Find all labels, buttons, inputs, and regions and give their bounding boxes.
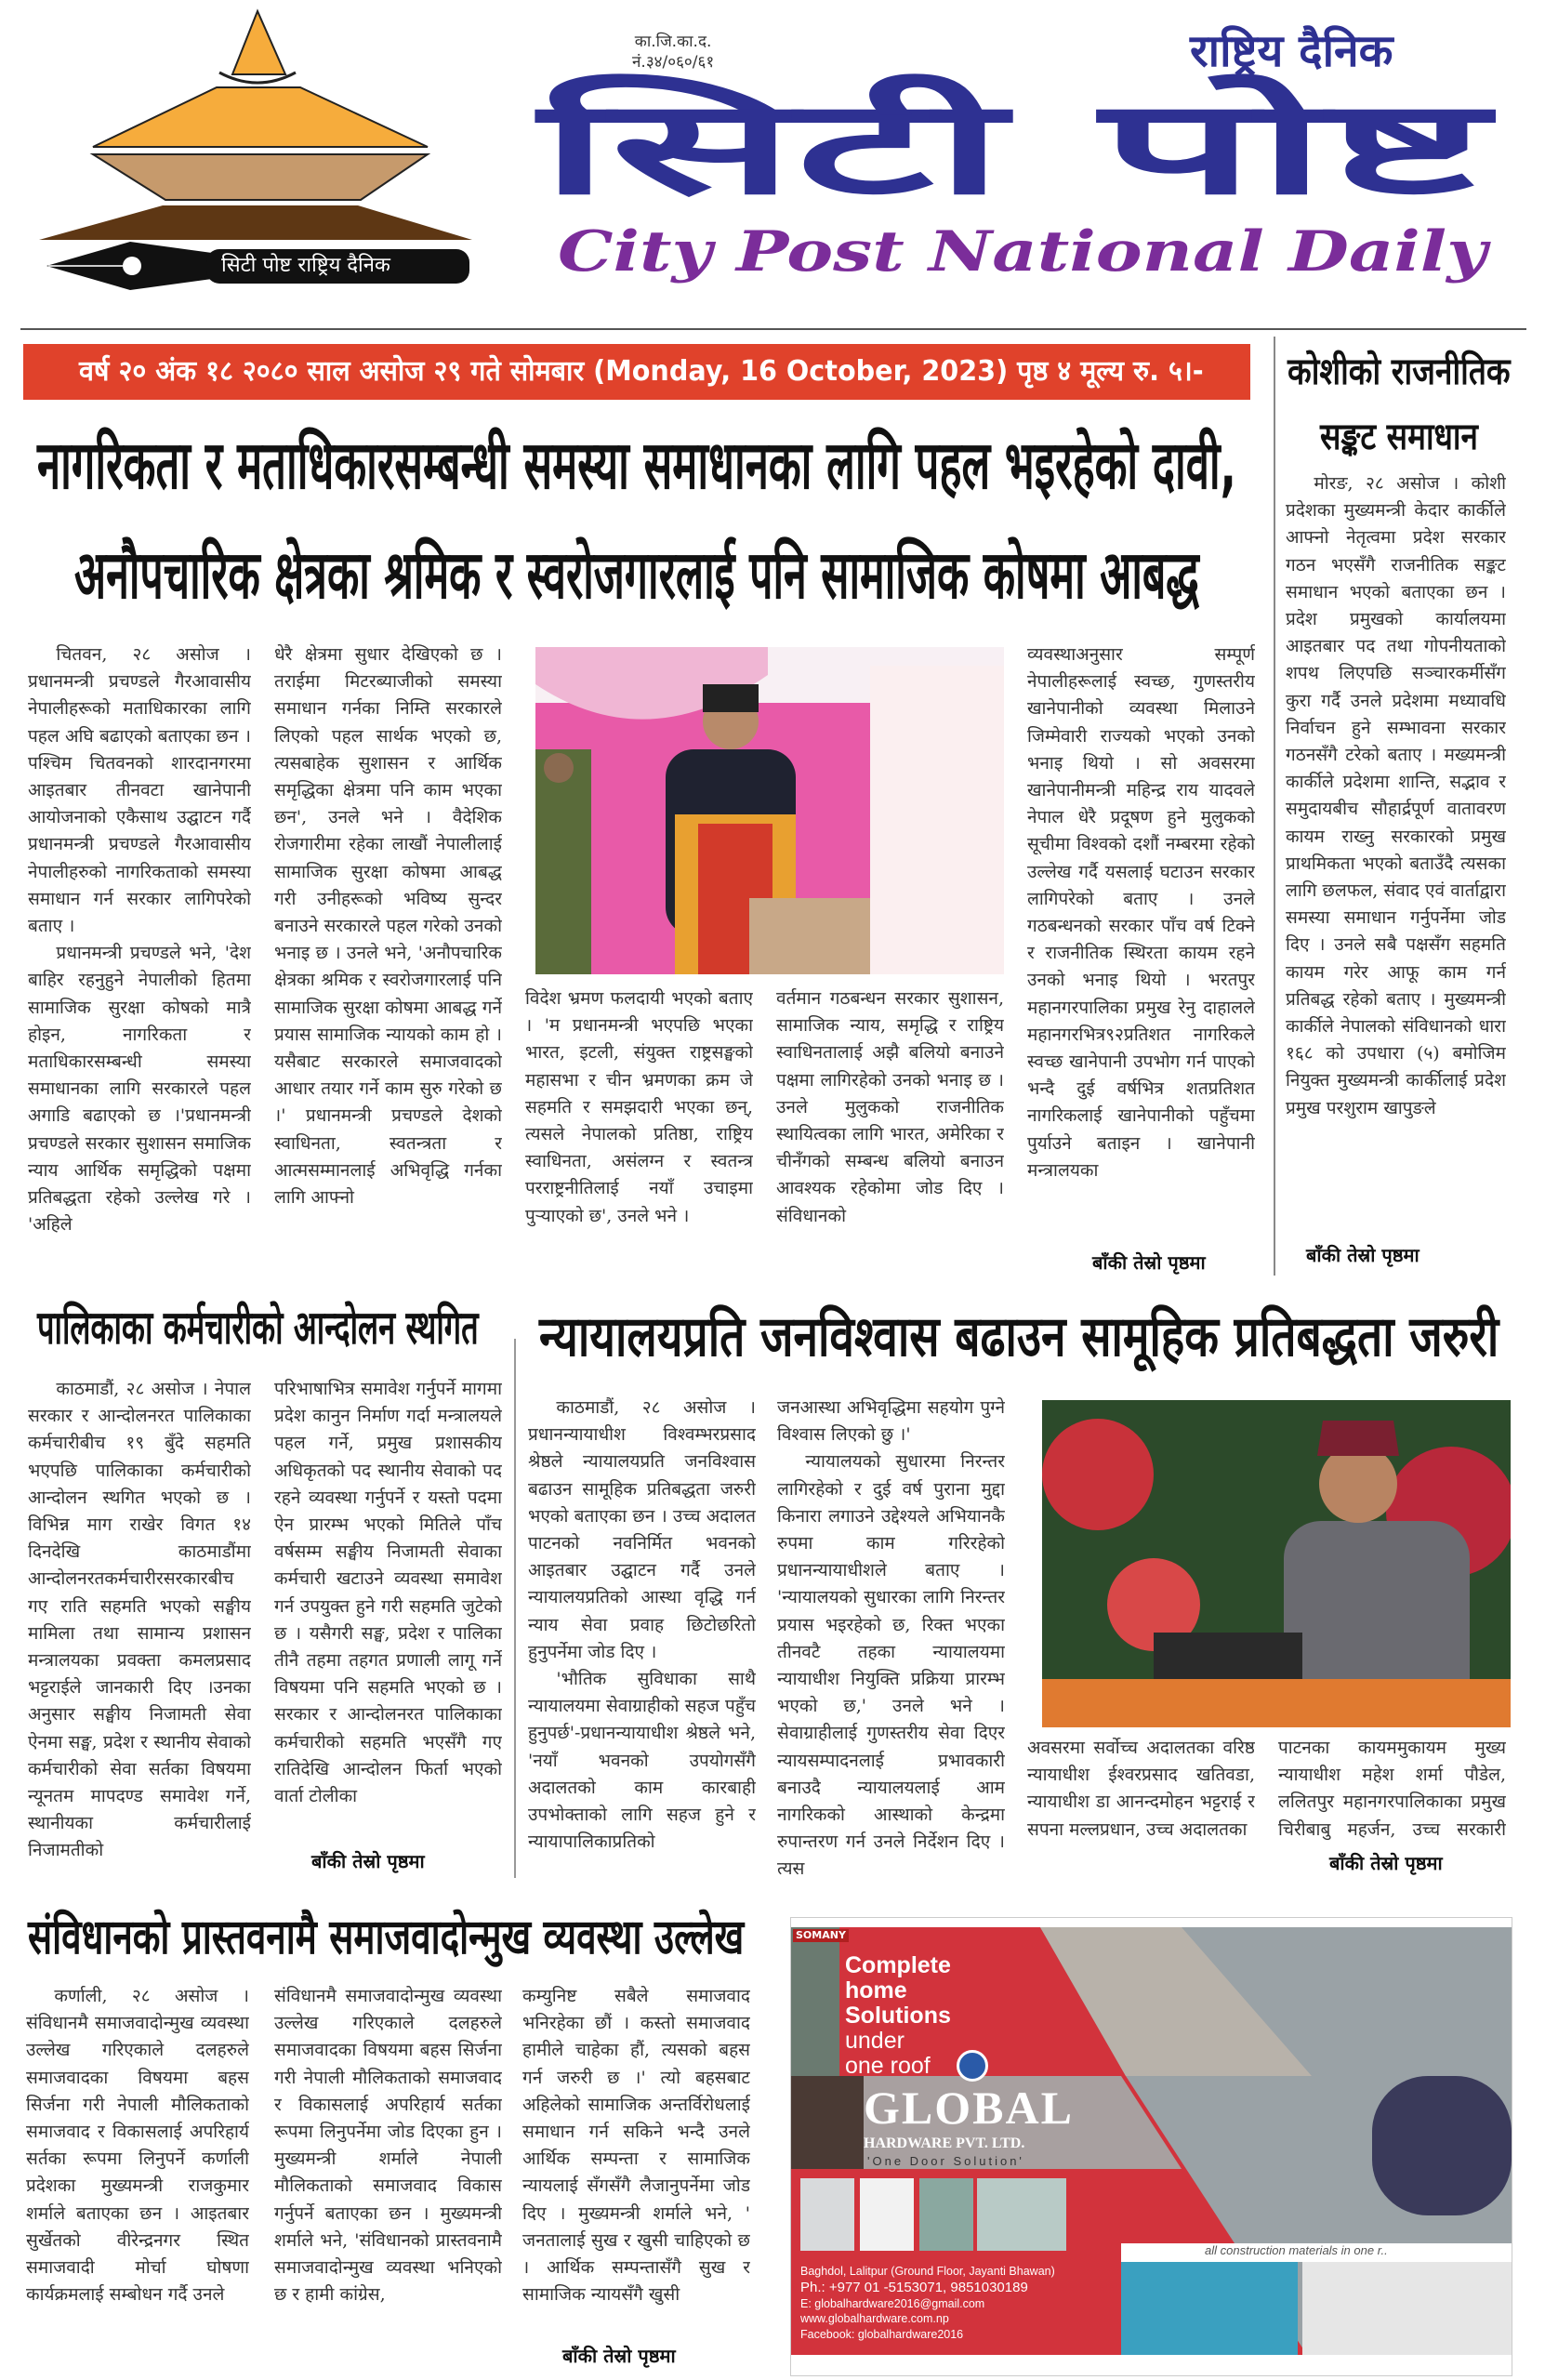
- sidebar-headline-line1-box: [1288, 346, 1511, 402]
- tagline: राष्ट्रिय दैनिक: [1190, 25, 1393, 77]
- palika-continued-link[interactable]: बाँकी तेस्रो पृष्ठमा: [311, 1850, 425, 1872]
- paragraph: कम्युनिष्ट सबैले समाजवाद भनिरहेका छौं । कस्तो समाजवाद हामीले चाहेका हौं, त्यसको बहस गर्न जरुरी छ ।' त्यो बहसबाट अहिलेको सामाजिक अन्तर्विरोधलाई समाधान गर्न सकिने भन्दै उनले आर्थिक सम्पन्ता र सामाजिक न्यायलाई सँगसँगै लैजानुपर्नेमा जोड दिए । मुख्यमन्त्री शर्माले भने, ' जनतालाई सुख र खुसी चाहिएको छ । आर्थिक सम्पन्तासँगै सुख र सामाजिक न्यायसँगै खुसी: [522, 1986, 750, 2306]
- paragraph: काठमाडौं, २८ असोज । नेपाल सरकार र आन्दोलनरत पालिकाका कर्मचारीबीच १९ बुँदे सहमति भएपछि पालिकाका कर्मचारीको आन्दोलन स्थगित भएको छ । विभिन्न माग राखेर विगत १४ दिनदेखि काठमाडौंमा आन्दोलनरतकर्मचारीरसरकारबीच गए राति सहमति भएको सङ्घीय मामिला तथा सामान्य प्रशासन मन्त्रालयका प्रवक्ता कमलप्रसाद भट्टराईले जानकारी दिए ।उनका अनुसार सङ्घीय निजामती सेवा ऐनमा सङ्घ, प्रदेश र स्थानीय सेवाको कर्मचारीको सेवा सर्तका विषयमा न्यूनतम मापदण्ड समावेश गर्ने, स्थानीयका कर्मचारीलाई निजामतीको: [28, 1379, 251, 1861]
- paragraph: कर्णाली, २८ असोज । संविधानमै समाजवादोन्मुख व्यवस्था उल्लेख गरिएकाले दलहरुले समाजवादका विषयमा बहस सिर्जना गरी नेपाली मौलिकताको समाजवाद र विकासलाई अपरिहार्य सर्तका रूपमा लिनुपर्ने कर्णाली प्रदेशका मुख्यमन्त्री राजकुमार शर्माले बताएका छन । आइतबार सुर्खेतको वीरेन्द्रनगर स्थित समाजवादी मोर्चा घोषणा कार्यक्रमलाई सम्बोधन गर्दै उनले: [26, 1986, 249, 2306]
- justice-column-2: [777, 1395, 1005, 1897]
- ad-slogan-line: one roof: [845, 2053, 931, 2079]
- paragraph: 'भौतिक सुविधाका साथै न्यायालयमा सेवाग्राहीको सहज पहुँच हुनुपर्छ'-प्रधानन्यायाधीश श्रेष्ठले भने, 'नयाँ भवनको उपयोगसँगै अदालतको काम कारबाही उपभोक्ताको लागि सहज हुने र न्यायापालिकाप्रतिको: [528, 1669, 756, 1853]
- masthead-english-box: [558, 221, 1487, 283]
- ad-slogan-line: Solutions: [845, 2003, 951, 2029]
- justice-headline-box: [539, 1302, 1499, 1376]
- palika-headline-box: [37, 1298, 479, 1359]
- masthead-title: सिटी पोष्ट: [539, 73, 1488, 224]
- masthead-title-box: [539, 73, 1488, 224]
- palika-column-2: [274, 1376, 502, 1838]
- lead-article-column-2: [274, 641, 502, 1266]
- masthead-english-title: City Post National Daily: [558, 219, 1487, 284]
- constitution-column-2: [274, 1983, 502, 2363]
- constitution-column-1: [26, 1983, 249, 2363]
- ad-brand-tag: SOMANY: [793, 1929, 849, 1942]
- ad-email: E: globalhardware2016@gmail.com: [800, 2296, 985, 2310]
- ad-slogan-line: under: [845, 2028, 905, 2054]
- logo-text: सिटी पोष्ट राष्ट्रिय दैनिक: [221, 254, 390, 277]
- global-hardware-ad[interactable]: [790, 1917, 1512, 2376]
- palika-headline: पालिकाका कर्मचारीको आन्दोलन स्थगित: [37, 1301, 479, 1355]
- lead-headline-line1: नागरिकता र मताधिकारसम्बन्धी समस्या समाधानका लागि पहल भइरहेको दावी,: [37, 426, 1236, 504]
- ad-tagline: all construction materials in one r..: [1205, 2243, 1388, 2257]
- ad-company-sub: HARDWARE PVT. LTD.: [864, 2135, 1025, 2151]
- sidebar-headline-line1: कोशीको राजनीतिक: [1288, 350, 1511, 393]
- ad-address: Baghdol, Lalitpur (Ground Floor, Jayanti Bhawan): [800, 2265, 1055, 2278]
- dateline-text: वर्ष २० अंक १८ २०८० साल असोज २९ गते सोमबार (Monday, 16 October, 2023) पृष्ठ ४ मूल्य रु. ५।-: [79, 355, 1204, 388]
- reg-line-2: नं.३४/०६०/६१: [632, 53, 715, 72]
- ad-company-name: GLOBAL: [864, 2082, 1074, 2134]
- justice-column-4: [1278, 1735, 1506, 1844]
- column-divider: [514, 1339, 516, 1878]
- paragraph: अवसरमा सर्वोच्च अदालतका वरिष्ठ न्यायाधीश ईश्वरप्रसाद खतिवडा, न्यायाधीश डा आनन्दमोहन भट्टराई र सपना मल्लप्रधान, उच्च अदालतका: [1027, 1738, 1255, 1840]
- ad-motto: 'One Door Solution': [867, 2154, 1024, 2168]
- lead-headline-line2: अनौपचारिक क्षेत्रका श्रमिक र स्वरोजगारलाई पनि सामाजिक कोषमा आबद्ध: [74, 536, 1199, 614]
- paragraph: व्यवस्थाअनुसार सम्पूर्ण नेपालीहरूलाई स्वच्छ, गुणस्तरीय खानेपानीको व्यवस्था मिलाउने जिम्मेवारी राज्यको भएको उनको भनाइ थियो । सो अवसरमा खानेपानीमन्त्री महिन्द्र राय यादवले नेपाल धेरै प्रदूषण हुने मुलुकको सूचीमा विश्वको दशौं नम्बरमा रहेको उल्लेख गर्दै यसलाई घटाउन सरकार लागिपरेको बताए । उनले गठबन्धनको सरकार पाँच वर्ष टिक्ने र राजनीतिक स्थिरता कायम रहने उनको भनाइ थियो । भरतपुर महानगरपालिका प्रमुख रेनु दाहालले महानगरभित्र९२प्रतिशत नागरिकले स्वच्छ खानेपानी उपभोग गर्न पाएको भन्दै दुई वर्षभित्र शतप्रतिशत नागरिकलाई खानेपानीको पहुँचमा पुर्याउने बताइन । खानेपानी मन्त्रालयका: [1027, 644, 1255, 1181]
- ad-website: www.globalhardware.com.np: [800, 2312, 949, 2325]
- paragraph: न्यायालयको सुधारमा निरन्तर लागिरहेको र दुई वर्ष पुराना मुद्दा किनारा लगाउने उद्देश्यले अभियानकै रुपमा काम गरिरहेको प्रधानन्यायाधीशले बताए । 'न्यायालयको सुधारका लागि निरन्तर प्रयास भइरहेको छ, रिक्त भएका तीनवटै तहका न्यायालयमा न्यायाधीश नियुक्ति प्रक्रिया प्रारम्भ भएको छ,' उनले भने । सेवाग्राहीलाई गुणस्तरीय सेवा दिएर न्यायसम्पादनलाई प्रभावकारी बनाउदै न्यायालयलाई आम नागरिकको आस्थाको केन्द्रमा रुपान्तरण गर्न उनले निर्देशन दिए । त्यस: [777, 1451, 1005, 1880]
- paragraph: काठमाडौं, २८ असोज । प्रधानन्यायाधीश विश्वम्भरप्रसाद श्रेष्ठले न्यायालयप्रति जनविश्वास बढाउन सामूहिक प्रतिबद्धता जरुरी भएको बताएका छन । उच्च अदालत पाटनको नवनिर्मित भवनको आइतबार उद्घाटन गर्दै उनले न्यायालयप्रतिको आस्था वृद्धि गर्न न्याय सेवा प्रवाह छिटोछरितो हुनुपर्नेमा जोड दिए ।: [528, 1397, 756, 1662]
- sidebar-continued-link[interactable]: बाँकी तेस्रो पृष्ठमा: [1306, 1244, 1420, 1266]
- lead-headline-line2-box: [74, 528, 1199, 630]
- masthead-rule: [20, 328, 1526, 330]
- constitution-headline: संविधानको प्रास्तवनामै समाजवादोन्मुख व्यवस्था उल्लेख: [28, 1910, 745, 1965]
- paragraph: विदेश भ्रमण फलदायी भएको बताए । 'म प्रधानमन्त्री भएपछि भएका भारत, इटली, संयुक्त राष्ट्रसङ्घको महासभा र चीन भ्रमणका क्रम जे सहमति र समझदारी भएका छन्, त्यसले नेपालको प्रतिष्ठा, राष्ट्रिय स्वाधिनता, असंलग्न र स्वतन्त्र परराष्ट्रनीतिलाई नयाँ उचाइमा पुऱ्याएको छ', उनले भने ।: [525, 988, 753, 1226]
- sidebar-headline-line2-box: [1320, 411, 1478, 463]
- justice-continued-link[interactable]: बाँकी तेस्रो पृष्ठमा: [1329, 1852, 1443, 1874]
- justice-column-3: [1027, 1735, 1255, 1871]
- pm-photo: [535, 647, 1004, 974]
- paragraph: धेरै क्षेत्रमा सुधार देखिएको छ । तराईमा मिटरब्याजीको समस्या समाधान गर्नका निम्ति सरकारले लिएको पहल सार्थक भएको छ, त्यसबाहेक सुशासन र आर्थिक समृद्धिका क्षेत्रमा पनि काम भएका छन', उनले भने । वैदेशिक रोजगारीमा रहेका लाखौं नेपालीलाई सामाजिक सुरक्षा कोषमा आबद्ध गरी उनीहरूको भविष्य सुन्दर बनाउने सरकारले पहल गरेको उनको भनाइ छ । उनले भने, 'अनौपचारिक क्षेत्रका श्रमिक र स्वरोजगारलाई पनि सामाजिक सुरक्षा कोषमा आबद्ध गर्ने प्रयास सामाजिक न्यायको काम हो । यसैबाट सरकारले समाजवादको आधार तयार गर्ने काम सुरु गरेको छ ।' प्रधानमन्त्री प्रचण्डले देशको स्वाधिनता, स्वतन्त्रता र आत्मसम्मानलाई अभिवृद्धि गर्नका लागि आफ्नो: [274, 644, 502, 1209]
- paragraph: परिभाषाभित्र समावेश गर्नुपर्ने मागमा प्रदेश कानुन निर्माण गर्दा मन्त्रालयले पहल गर्ने, प्रमुख प्रशासकीय अधिकृतको पद स्थानीय सेवाको पद रहने व्यवस्था गर्नुपर्ने र यस्तो पदमा ऐन प्रारम्भ भएको मितिले पाँच वर्षसम्म सङ्घीय निजामती सेवाका कर्मचारी खटाउने व्यवस्था समावेश गर्न उपयुक्त हुने गरी सहमति जुटेको छ । यसैगरी सङ्घ, प्रदेश र पालिका तीनै तहमा तहगत प्रणाली लागू गर्ने विषयमा पनि सहमति भएको छ । सरकार र आन्दोलनरत पालिकाका कर्मचारीको सहमति भएसँगै गए रातिदेखि आन्दोलन फिर्ता भएको वार्ता टोलीका: [274, 1379, 502, 1807]
- column-divider: [1274, 337, 1275, 1276]
- dateline-bar: [23, 344, 1250, 400]
- ad-slogan: [845, 1953, 951, 2079]
- constitution-column-3: [522, 1983, 750, 2336]
- justice-headline: न्यायालयप्रति जनविश्वास बढाउन सामूहिक प्रतिबद्धता जरुरी: [539, 1304, 1499, 1369]
- lead-article-column-5: [1027, 641, 1255, 1238]
- paragraph: मोरङ, २८ असोज । कोशी प्रदेशका मुख्यमन्त्री केदार कार्कीले आफ्नो नेतृत्वमा प्रदेश सरकार गठन भएसँगै राजनीतिक सङ्कट समाधान भएको बताएका छन । प्रदेश प्रमुखको कार्यालयमा आइतबार पद तथा गोपनीयताको शपथ लिएपछि सञ्चारकर्मीसँग कुरा गर्दै उनले प्रदेशमा मध्यावधि निर्वाचन हुने सम्भावना सरकार गठनसँगै टरेको बताए । मख्यमन्त्री कार्कीले प्रदेशमा शान्ति, सद्भाव र समुदायबीच सौहार्द्रपूर्ण वातावरण कायम राख्नु सरकारको प्रमुख प्राथमिकता भएको बताउँदै त्यसका लागि छलफल, संवाद एवं वार्ताद्वारा समस्या समाधान गर्नुपर्नेमा जोड दिए । उनले सबै पक्षसँग सहमति कायम गरेर आफू काम गर्न प्रतिबद्ध रहेको बताए । मुख्यमन्त्री कार्कीले नेपालको संविधानको धारा १६८ को उपधारा (५) बमोजिम नियुक्त मुख्यमन्त्री कार्कीलाई प्रदेश प्रमुख परशुराम खापुङले: [1286, 473, 1506, 1118]
- lead-article-column-1: [28, 641, 251, 1266]
- paragraph: चितवन, २८ असोज । प्रधानमन्त्री प्रचण्डले गैरआवासीय नेपालीहरूको मताधिकारका लागि पहल अघि बढाएको बताएका छन । पश्चिम चितवनको शारदानगरमा आइतबार तीनवटा खानेपानी आयोजनाको एकैसाथ उद्घाटन गर्दै प्रधानमन्त्री प्रचण्डले गैरआवासीय नेपालीहरुको नागरिकताको समस्या समाधान गर्न सरकार लागिपरेको बताए ।: [28, 644, 251, 937]
- paragraph: जनआस्था अभिवृद्धिमा सहयोग पुग्ने विश्वास लिएको छु ।': [777, 1397, 1005, 1446]
- paragraph: पाटनका कायममुकायम मुख्य न्यायाधीश महेश शर्मा पौडेल, ललितपुर महानगरपालिकाका प्रमुख चिरीबाबु महर्जन, उच्च सरकारी: [1278, 1738, 1506, 1840]
- registration-number: [632, 32, 714, 73]
- constitution-continued-link[interactable]: बाँकी तेस्रो पृष्ठमा: [562, 2345, 676, 2367]
- lead-continued-link[interactable]: बाँकी तेस्रो पृष्ठमा: [1092, 1251, 1206, 1274]
- ad-slogan-line: home: [845, 1977, 907, 2003]
- ad-slogan-line: Complete: [845, 1952, 951, 1978]
- constitution-headline-box: [28, 1906, 744, 1971]
- justice-column-1: [528, 1395, 756, 1897]
- ad-contact: [800, 2264, 1055, 2342]
- sidebar-article-body: [1286, 470, 1506, 1231]
- lead-headline-line1-box: [37, 418, 1236, 521]
- paragraph: वर्तमान गठबन्धन सरकार सुशासन, सामाजिक न्याय, समृद्धि र राष्ट्रिय स्वाधिनतालाई अझै बलियो बनाउने पक्षमा लागिरहेको उनको भनाइ छ । उनले मुलुकको राजनीतिक स्थायित्वका लागि भारत, अमेरिका र चीनँगको सम्बन्ध बलियो बनाउन आवश्यक रहेकोमा जोड दिए । संविधानको: [776, 988, 1004, 1226]
- reg-line-1: का.जि.का.द.: [634, 33, 712, 51]
- palika-column-1: [28, 1376, 251, 1865]
- paragraph: प्रधानमन्त्री प्रचण्डले भने, 'देश बाहिर रहनुहुने नेपालीको हितमा सामाजिक सुरक्षा कोषको मात्रै होइन, नागरिकता र मताधिकारसम्बन्धी समस्या समाधानका लागि सरकारले पहल अगाडि बढाएको छ ।'प्रधानमन्त्री प्रचण्डले सरकार सुशासन समाजिक न्याय आर्थिक समृद्धिको पक्षमा प्रतिबद्धता रहेको उल्लेख गरे । 'अहिले: [28, 943, 251, 1236]
- chief-justice-photo: [1042, 1400, 1511, 1727]
- lead-article-column-3: [525, 985, 753, 1264]
- globe-icon: [957, 2050, 988, 2082]
- sidebar-headline-line2: सङ्कट समाधान: [1320, 416, 1478, 458]
- lead-article-column-4: [776, 985, 1004, 1264]
- ad-phone: Ph.: +977 01 -5153071, 9851030189: [800, 2279, 1028, 2295]
- paragraph: संविधानमै समाजवादोन्मुख व्यवस्था उल्लेख गरिएकाले दलहरुले समाजवादका विषयमा बहस सिर्जना गरी नेपाली मौलिकताको समाजवाद र विकासलाई अपरिहार्य सर्तका रूपमा लिनुपर्नेमा जोड दिएका हुन । मुख्यमन्त्री शर्माले नेपाली मौलिकताको समाजवाद विकास गर्नुपर्ने बताएका छन । मुख्यमन्त्री शर्माले भने, 'संविधानको प्रास्तवनामै समाजवादोन्मुख व्यवस्था भनिएको छ र हामी कांग्रेस,: [274, 1986, 502, 2306]
- ad-facebook: Facebook: globalhardware2016: [800, 2327, 964, 2341]
